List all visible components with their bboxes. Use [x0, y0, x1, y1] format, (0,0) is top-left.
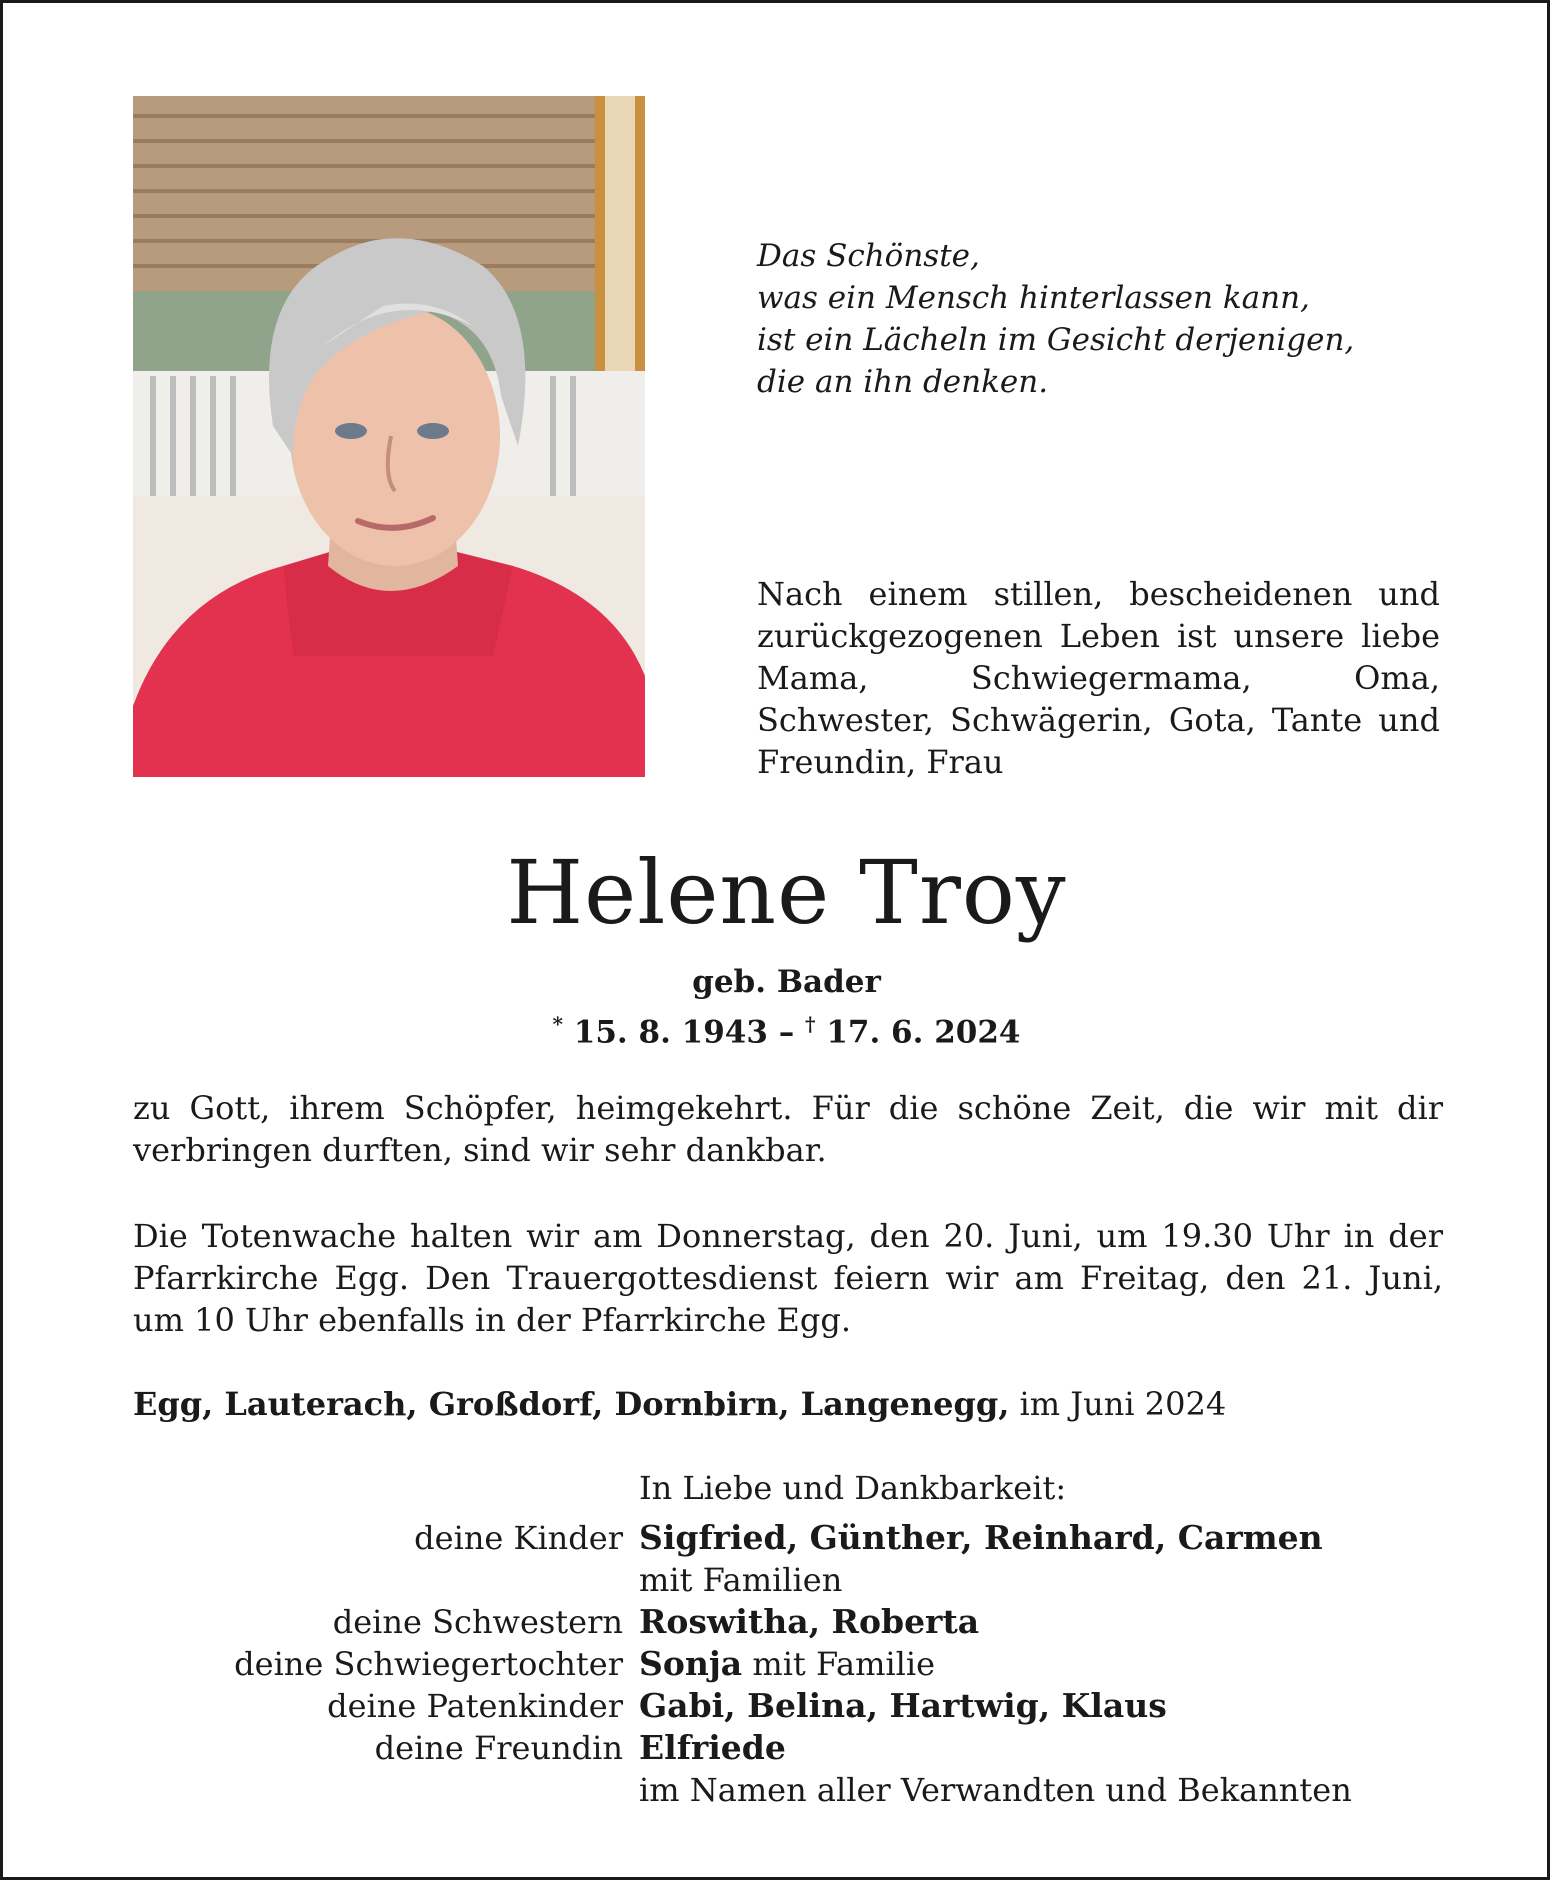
- death-date: 17. 6. 2024: [826, 1014, 1021, 1051]
- family-members: [639, 1727, 786, 1769]
- family-members: [639, 1685, 1167, 1727]
- family-names: Elfriede: [639, 1728, 786, 1767]
- places-names: Egg, Lauterach, Großdorf, Dornbirn, Langenegg,: [133, 1385, 1010, 1423]
- quote-line: ist ein Lächeln im Gesicht derjenigen,: [757, 322, 1355, 358]
- deceased-name: Helene Troy: [506, 841, 1067, 944]
- family-relation: [133, 1559, 623, 1601]
- birth-date: 15. 8. 1943: [573, 1014, 768, 1051]
- homecoming-paragraph: zu Gott, ihrem Schöpfer, heimgekehrt. Für die schöne Zeit, die wir mit dir verbringen durften, sind wir sehr dankbar.: [133, 1089, 1443, 1169]
- family-row: [133, 1685, 1453, 1727]
- places-date: im Juni 2024: [1019, 1385, 1227, 1423]
- family-members: [639, 1643, 935, 1685]
- birth-marker: *: [552, 1012, 563, 1036]
- family-suffix: mit Familie: [752, 1645, 936, 1683]
- portrait-illustration: [133, 96, 645, 777]
- family-row: [133, 1601, 1453, 1643]
- service-paragraph: Die Totenwache halten wir am Donnerstag, den 20. Juni, um 19.30 Uhr in der Pfarrkirche Egg. Den Trauergottesdienst feiern wir am Freitag, den 21. Juni, um 10 Uhr ebenfalls in der Pfarrkirche Egg.: [133, 1217, 1443, 1339]
- portrait-photo: [133, 96, 645, 777]
- family-names: Sigfried, Günther, Reinhard, Carmen: [639, 1518, 1323, 1557]
- family-suffix: im Namen aller Verwandten und Bekannten: [639, 1771, 1352, 1809]
- family-names: Sonja: [639, 1644, 743, 1683]
- family-relation: deine Schwestern: [332, 1603, 623, 1641]
- family-row: [133, 1559, 1453, 1601]
- quote: [757, 235, 1457, 403]
- life-dates: [3, 1003, 1567, 1053]
- family-relation: deine Freundin: [374, 1729, 623, 1767]
- signoff: In Liebe und Dankbarkeit:: [639, 1469, 1067, 1507]
- family-suffix: mit Familien: [639, 1561, 843, 1599]
- family-members: [639, 1769, 1352, 1811]
- family-row: [133, 1769, 1453, 1811]
- family-row: [133, 1517, 1453, 1559]
- family-names: Roswitha, Roberta: [639, 1602, 980, 1641]
- family-relation: deine Patenkinder: [327, 1687, 623, 1725]
- family-row: [133, 1727, 1453, 1769]
- quote-line: Das Schönste,: [757, 238, 980, 274]
- places-line: [133, 1383, 1443, 1425]
- intro-text: Nach einem stillen, bescheidenen und zurückgezogenen Leben ist unsere liebe Mama, Schwiegermama, Oma, Schwester, Schwägerin, Gota, Tante und Freundin, Frau: [757, 575, 1440, 781]
- quote-line: die an ihn denken.: [757, 364, 1049, 400]
- family-members: [639, 1517, 1323, 1559]
- quote-line: was ein Mensch hinterlassen kann,: [757, 280, 1310, 316]
- family-relation: [133, 1769, 623, 1811]
- family-relation: deine Kinder: [414, 1519, 623, 1557]
- born-name: geb. Bader: [692, 964, 881, 1000]
- date-separator: –: [778, 1014, 795, 1051]
- family-relation: deine Schwiegertochter: [234, 1645, 623, 1683]
- family-members: [639, 1559, 842, 1601]
- family-names: Gabi, Belina, Hartwig, Klaus: [639, 1686, 1167, 1725]
- family-row: [133, 1643, 1453, 1685]
- family-members: [639, 1601, 979, 1643]
- family-list: [133, 1517, 1453, 1811]
- death-marker: †: [805, 1012, 816, 1036]
